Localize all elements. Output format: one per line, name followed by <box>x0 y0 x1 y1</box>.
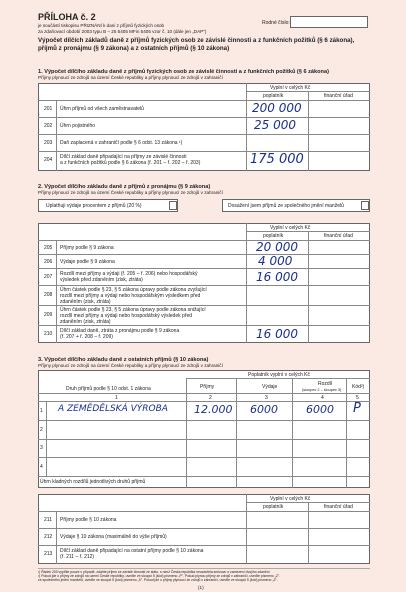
s3-row-2-no: 2 <box>40 427 43 433</box>
s3-row-3-no: 3 <box>40 445 43 451</box>
row-208-no: 208 <box>44 292 53 298</box>
row-206-label: Výdaje podle § 9 zákona <box>60 259 115 265</box>
row-201-value[interactable]: 200 000 <box>252 101 302 115</box>
s3-sum-label: Úhrn kladných rozdílů jednotlivých druhů příjmů <box>40 479 146 485</box>
s3-col-header-2: Vyplní v celých Kč <box>270 496 311 502</box>
row-209-label-2: rozdíl mezi příjmy a výdaji nebo hospodářský výsledek před <box>60 313 193 319</box>
row-210-value[interactable]: 16 000 <box>256 327 298 341</box>
row-206-value[interactable]: 4 000 <box>258 254 293 268</box>
row-212-label: Výdaje § 10 zákona (maximálně do výše příjmů) <box>60 534 167 540</box>
s3-row-1-expenses[interactable]: 6000 <box>250 403 278 416</box>
footnote-2: ²) Pokud jde o příjmy ze zdrojů na území České republiky, uveďte ve sloupci 5 (kód) písmeno „P". Pokud plynou příjmy ze zdrojů v zahraničí, uveďte písmeno „Z". <box>38 574 281 578</box>
row-209-no: 209 <box>44 312 53 318</box>
s3-col-income: Příjmy <box>200 384 215 390</box>
row-202-no: 202 <box>44 123 53 129</box>
row-213-label-2: (ř. 211 – ř. 212) <box>60 554 95 560</box>
row-208-label-2: rozdíl mezi příjmy a výdaji nebo hospodářským výsledkem před <box>60 293 201 299</box>
row-201-no: 201 <box>44 106 53 112</box>
row-204-label-2: a z funkčních požitků podle § 6 zákona (ř. 201 – ř. 202 – ř. 203) <box>60 160 201 166</box>
row-207-label: Rozdíl mezi příjmy a výdaji (ř. 205 – ř. 206) nebo hospodářský <box>60 271 198 277</box>
row-206-no: 206 <box>44 259 53 265</box>
s3-row-1-income[interactable]: 12.000 <box>194 403 233 416</box>
s3-col-header: Poplatník vyplní v celých Kč <box>248 372 310 378</box>
row-204-label: Dílčí základ daně připadající na příjmy ze závislé činnosti <box>60 154 187 160</box>
s1-col-header: Vyplní v celých Kč <box>270 85 311 91</box>
row-208-label-3: zdaněním (zisk, ztráta) <box>60 299 111 305</box>
row-210-label-2: (ř. 207 + ř. 208 – ř. 209) <box>60 334 113 340</box>
section-1-title: 1. Výpočet dílčího základu daně z příjmů fyzických osob ze závislé činnosti a z funkčních požitků (§ 6 zákona) <box>38 69 329 75</box>
s3-col-expenses: Výdaje <box>262 384 278 390</box>
s2-col-office: finanční úřad <box>324 233 353 239</box>
row-202-label: Úhrn pojistného <box>60 123 96 129</box>
row-207-value[interactable]: 16 000 <box>256 270 298 284</box>
section-3-title: 3. Výpočet dílčího základu daně z ostatních příjmů (§ 10 zákona) <box>38 357 209 363</box>
s3-col-difference-sub: (sloupec 2 – sloupec 3) <box>302 388 342 392</box>
s3-col-code: Kód²) <box>352 384 365 390</box>
section-1-subtitle: Příjmy plynoucí ze zdrojů na území České republiky a příjmy plynoucí ze zdrojů v zahraničí <box>38 75 223 80</box>
s3-row-4-no: 4 <box>40 464 43 470</box>
option-joint-property-label: Dosažení jsem příjmů ze společného jmění manželů <box>228 203 344 209</box>
row-207-no: 207 <box>44 274 53 280</box>
row-209-label-3: zdaněním (zisk, ztráta) <box>60 319 111 325</box>
birth-number-field[interactable] <box>290 16 368 28</box>
row-213-label: Dílčí základ daně připadající na ostatní příjmy podle § 10 zákona <box>60 548 204 554</box>
row-203-label: Daň zaplacená v zahraničí podle § 6 odst. 13 zákona ¹) <box>60 140 183 146</box>
s3-row-1-code[interactable]: P <box>353 401 361 416</box>
form-subtitle-1: je součástí tiskopisu PŘIZNÁNÍ k dani z příjmů fyzických osob <box>38 23 165 28</box>
row-209-label: Úhrn částek podle § 23, § 5 zákona úpravy podle zákona snižující <box>60 307 206 313</box>
s3-colnum-2: 2 <box>209 395 212 401</box>
row-207-label-2: výsledek před zdaněním (zisk, ztráta) <box>60 277 143 283</box>
s3-col-difference: Rozdíl <box>318 381 333 387</box>
form-heading-2: příjmů z pronájmu (§ 9 zákona) a z ostatních příjmů (§ 10 zákona) <box>38 45 230 52</box>
form-heading-1: Výpočet dílčích základů daně z příjmů fyzických osob ze závislé činnosti a z funkčních požitků (§ 6 zákona), <box>38 37 355 44</box>
section-3-subtitle: Příjmy plynoucí ze zdrojů na území České republiky a příjmy plynoucí ze zdrojů v zahraničí <box>38 363 223 368</box>
option-percent-checkbox[interactable] <box>169 201 177 210</box>
s2-col-taxpayer: poplatník <box>263 233 284 239</box>
s3-row-1-kind[interactable]: A ZEMĚDĚLSKÁ VÝROBA <box>58 404 168 414</box>
section-2-subtitle: Příjmy plynoucí ze zdrojů na území České republiky a příjmy plynoucí ze zdrojů v zahraničí <box>38 190 223 195</box>
row-203-no: 203 <box>44 140 53 146</box>
birth-number-label: Rodné číslo: <box>262 20 290 26</box>
form-title: PŘÍLOHA č. 2 <box>38 12 96 22</box>
s3-col-taxpayer: poplatník <box>263 504 284 510</box>
row-212-no: 212 <box>44 534 53 540</box>
row-208-label: Úhrn částek podle § 23, § 5 zákona úpravy podle zákona zvyšující <box>60 287 207 293</box>
s3-colnum-4: 4 <box>321 395 324 401</box>
footnote-1: ¹) Řádek 203 vyplňte pouze v případě, zdaňte příjem ze závislé činnosti ze státu, s nímž Česká republika neuzavřela smlouvu o zamezení dvojího zdanění <box>38 570 270 574</box>
row-204-value[interactable]: 175 000 <box>250 152 304 167</box>
s3-row-1-no: 1 <box>40 408 43 414</box>
row-205-value[interactable]: 20 000 <box>256 240 298 254</box>
s3-colnum-5: 5 <box>356 395 359 401</box>
row-211-no: 211 <box>44 517 52 523</box>
footnote-3: ze společného jmění manželů, uveďte ve sloupci 5 (kód) písmeno „S". Pokud jde o příjmy plynoucí ze zdrojů v zahraničí, uveďte ve sloupci 5 (kód) písmeno „Z". <box>38 578 278 582</box>
row-210-label: Dílčí základ daně, ztráta z pronájmu podle § 9 zákona <box>60 328 180 334</box>
row-205-no: 205 <box>44 245 53 251</box>
page-number: (1) <box>198 585 204 590</box>
s3-colnum-1: 1 <box>115 395 118 401</box>
s3-colnum-3: 3 <box>265 395 268 401</box>
option-joint-checkbox[interactable] <box>361 201 369 210</box>
s2-col-header: Vyplní v celých Kč <box>270 225 311 231</box>
s3-col-kind: Druh příjmů podle § 10 odst. 1 zákona <box>66 386 151 392</box>
row-210-no: 210 <box>44 331 53 337</box>
s1-col-office: finanční úřad <box>324 93 353 99</box>
s3-col-office: finanční úřad <box>324 504 353 510</box>
row-202-value[interactable]: 25 000 <box>254 118 296 132</box>
section-2-title: 2. Výpočet dílčího základu daně z příjmů z pronájmu (§ 9 zákona) <box>38 184 211 190</box>
s1-col-taxpayer: poplatník <box>263 93 284 99</box>
option-percent-expenses-label: Uplatňuji výdaje procentem z příjmů (20 %) <box>46 203 142 209</box>
row-211-label: Příjmy podle § 10 zákona <box>60 517 117 523</box>
row-204-no: 204 <box>44 157 53 163</box>
row-213-no: 213 <box>44 551 53 557</box>
s3-row-1-difference[interactable]: 6000 <box>306 403 334 416</box>
form-subtitle-2: za zdaňovací období 2003 typu B – 25 5405 MFin 5405 vzor č. 10 (dále jen „DAP") <box>38 29 207 34</box>
row-201-label: Úhrn příjmů od všech zaměstnavatelů <box>60 106 144 112</box>
row-205-label: Příjmy podle § 9 zákona <box>60 245 114 251</box>
